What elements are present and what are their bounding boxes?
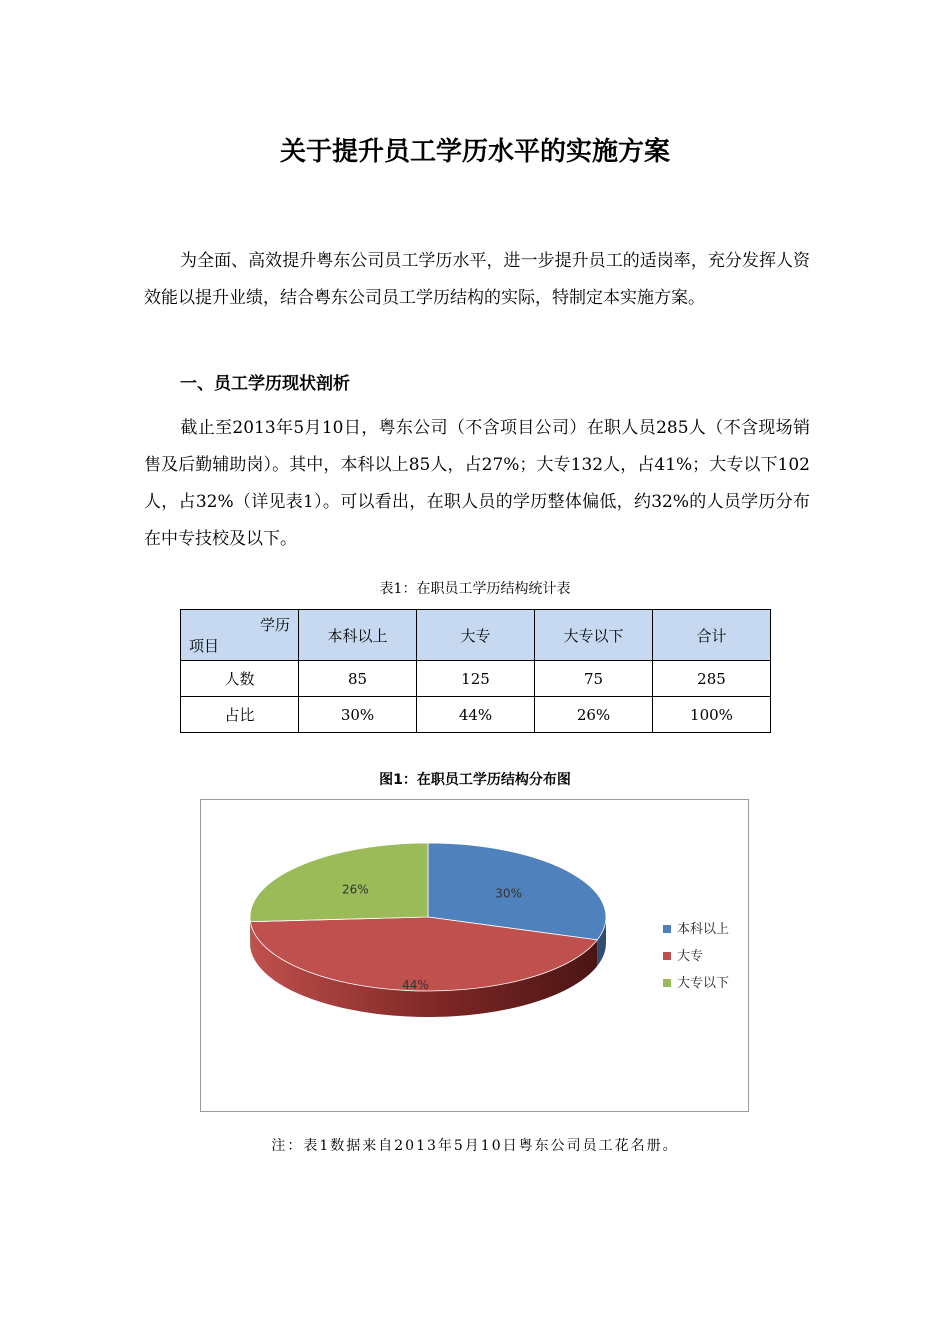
pie-chart-frame bbox=[200, 799, 749, 1112]
corner-label-top: 学历 bbox=[259, 616, 290, 634]
table-header-cell: 本科以上 bbox=[299, 610, 417, 661]
legend-swatch bbox=[663, 979, 671, 987]
table-note: 注：表1数据来自2013年5月10日粤东公司员工花名册。 bbox=[271, 1138, 679, 1154]
stat-table bbox=[180, 609, 771, 733]
table-cell: 44% bbox=[417, 697, 535, 733]
pie-data-label: 44% bbox=[402, 978, 429, 993]
pie-data-label: 30% bbox=[495, 886, 522, 901]
legend-label: 本科以上 bbox=[677, 922, 730, 937]
table-cell: 85 bbox=[299, 661, 417, 697]
table-caption: 表1：在职员工学历结构统计表 bbox=[379, 581, 571, 597]
table-cell: 285 bbox=[653, 661, 771, 697]
pie-slice bbox=[250, 843, 428, 922]
intro-paragraph bbox=[144, 243, 810, 317]
table-header-cell: 大专以下 bbox=[535, 610, 653, 661]
corner-label-bottom: 项目 bbox=[189, 637, 220, 655]
intro-text: 为全面、高效提升粤东公司员工学历水平，进一步提升员工的适岗率，充分发挥人资效能以提升业绩，结合粤东公司员工学历结构的实际，特制定本实施方案。 bbox=[144, 251, 810, 308]
table-row bbox=[181, 697, 771, 733]
table-header-cell: 大专 bbox=[417, 610, 535, 661]
table-cell: 100% bbox=[653, 697, 771, 733]
table-header-row bbox=[181, 610, 771, 661]
table-cell: 26% bbox=[535, 697, 653, 733]
body-paragraph bbox=[144, 410, 810, 558]
table-row-label: 人数 bbox=[181, 661, 299, 697]
table-cell: 30% bbox=[299, 697, 417, 733]
legend-label: 大专 bbox=[677, 949, 704, 964]
table-cell: 75 bbox=[535, 661, 653, 697]
table-row bbox=[181, 661, 771, 697]
table-row-label: 占比 bbox=[181, 697, 299, 733]
pie-chart bbox=[201, 800, 750, 1113]
pie-data-label: 26% bbox=[342, 882, 369, 897]
table-cell: 125 bbox=[417, 661, 535, 697]
legend-label: 大专以下 bbox=[677, 976, 730, 991]
table-corner-cell bbox=[181, 610, 299, 661]
legend-swatch bbox=[663, 952, 671, 960]
document-title: 关于提升员工学历水平的实施方案 bbox=[279, 137, 670, 167]
body-text: 截止至2013年5月10日，粤东公司（不含项目公司）在职人员285人（不含现场销售及后勤辅助岗）。其中，本科以上85人，占27%；大专132人，占41%；大专以下102人，占32%（详见表1）。可以看出，在职人员的学历整体偏低，约32%的人员学历分布在中专技校及以下。 bbox=[144, 418, 810, 549]
section-heading: 一、员工学历现状剖析 bbox=[180, 374, 350, 394]
legend-swatch bbox=[663, 925, 671, 933]
table-header-cell: 合计 bbox=[653, 610, 771, 661]
figure-caption: 图1：在职员工学历结构分布图 bbox=[379, 772, 571, 788]
